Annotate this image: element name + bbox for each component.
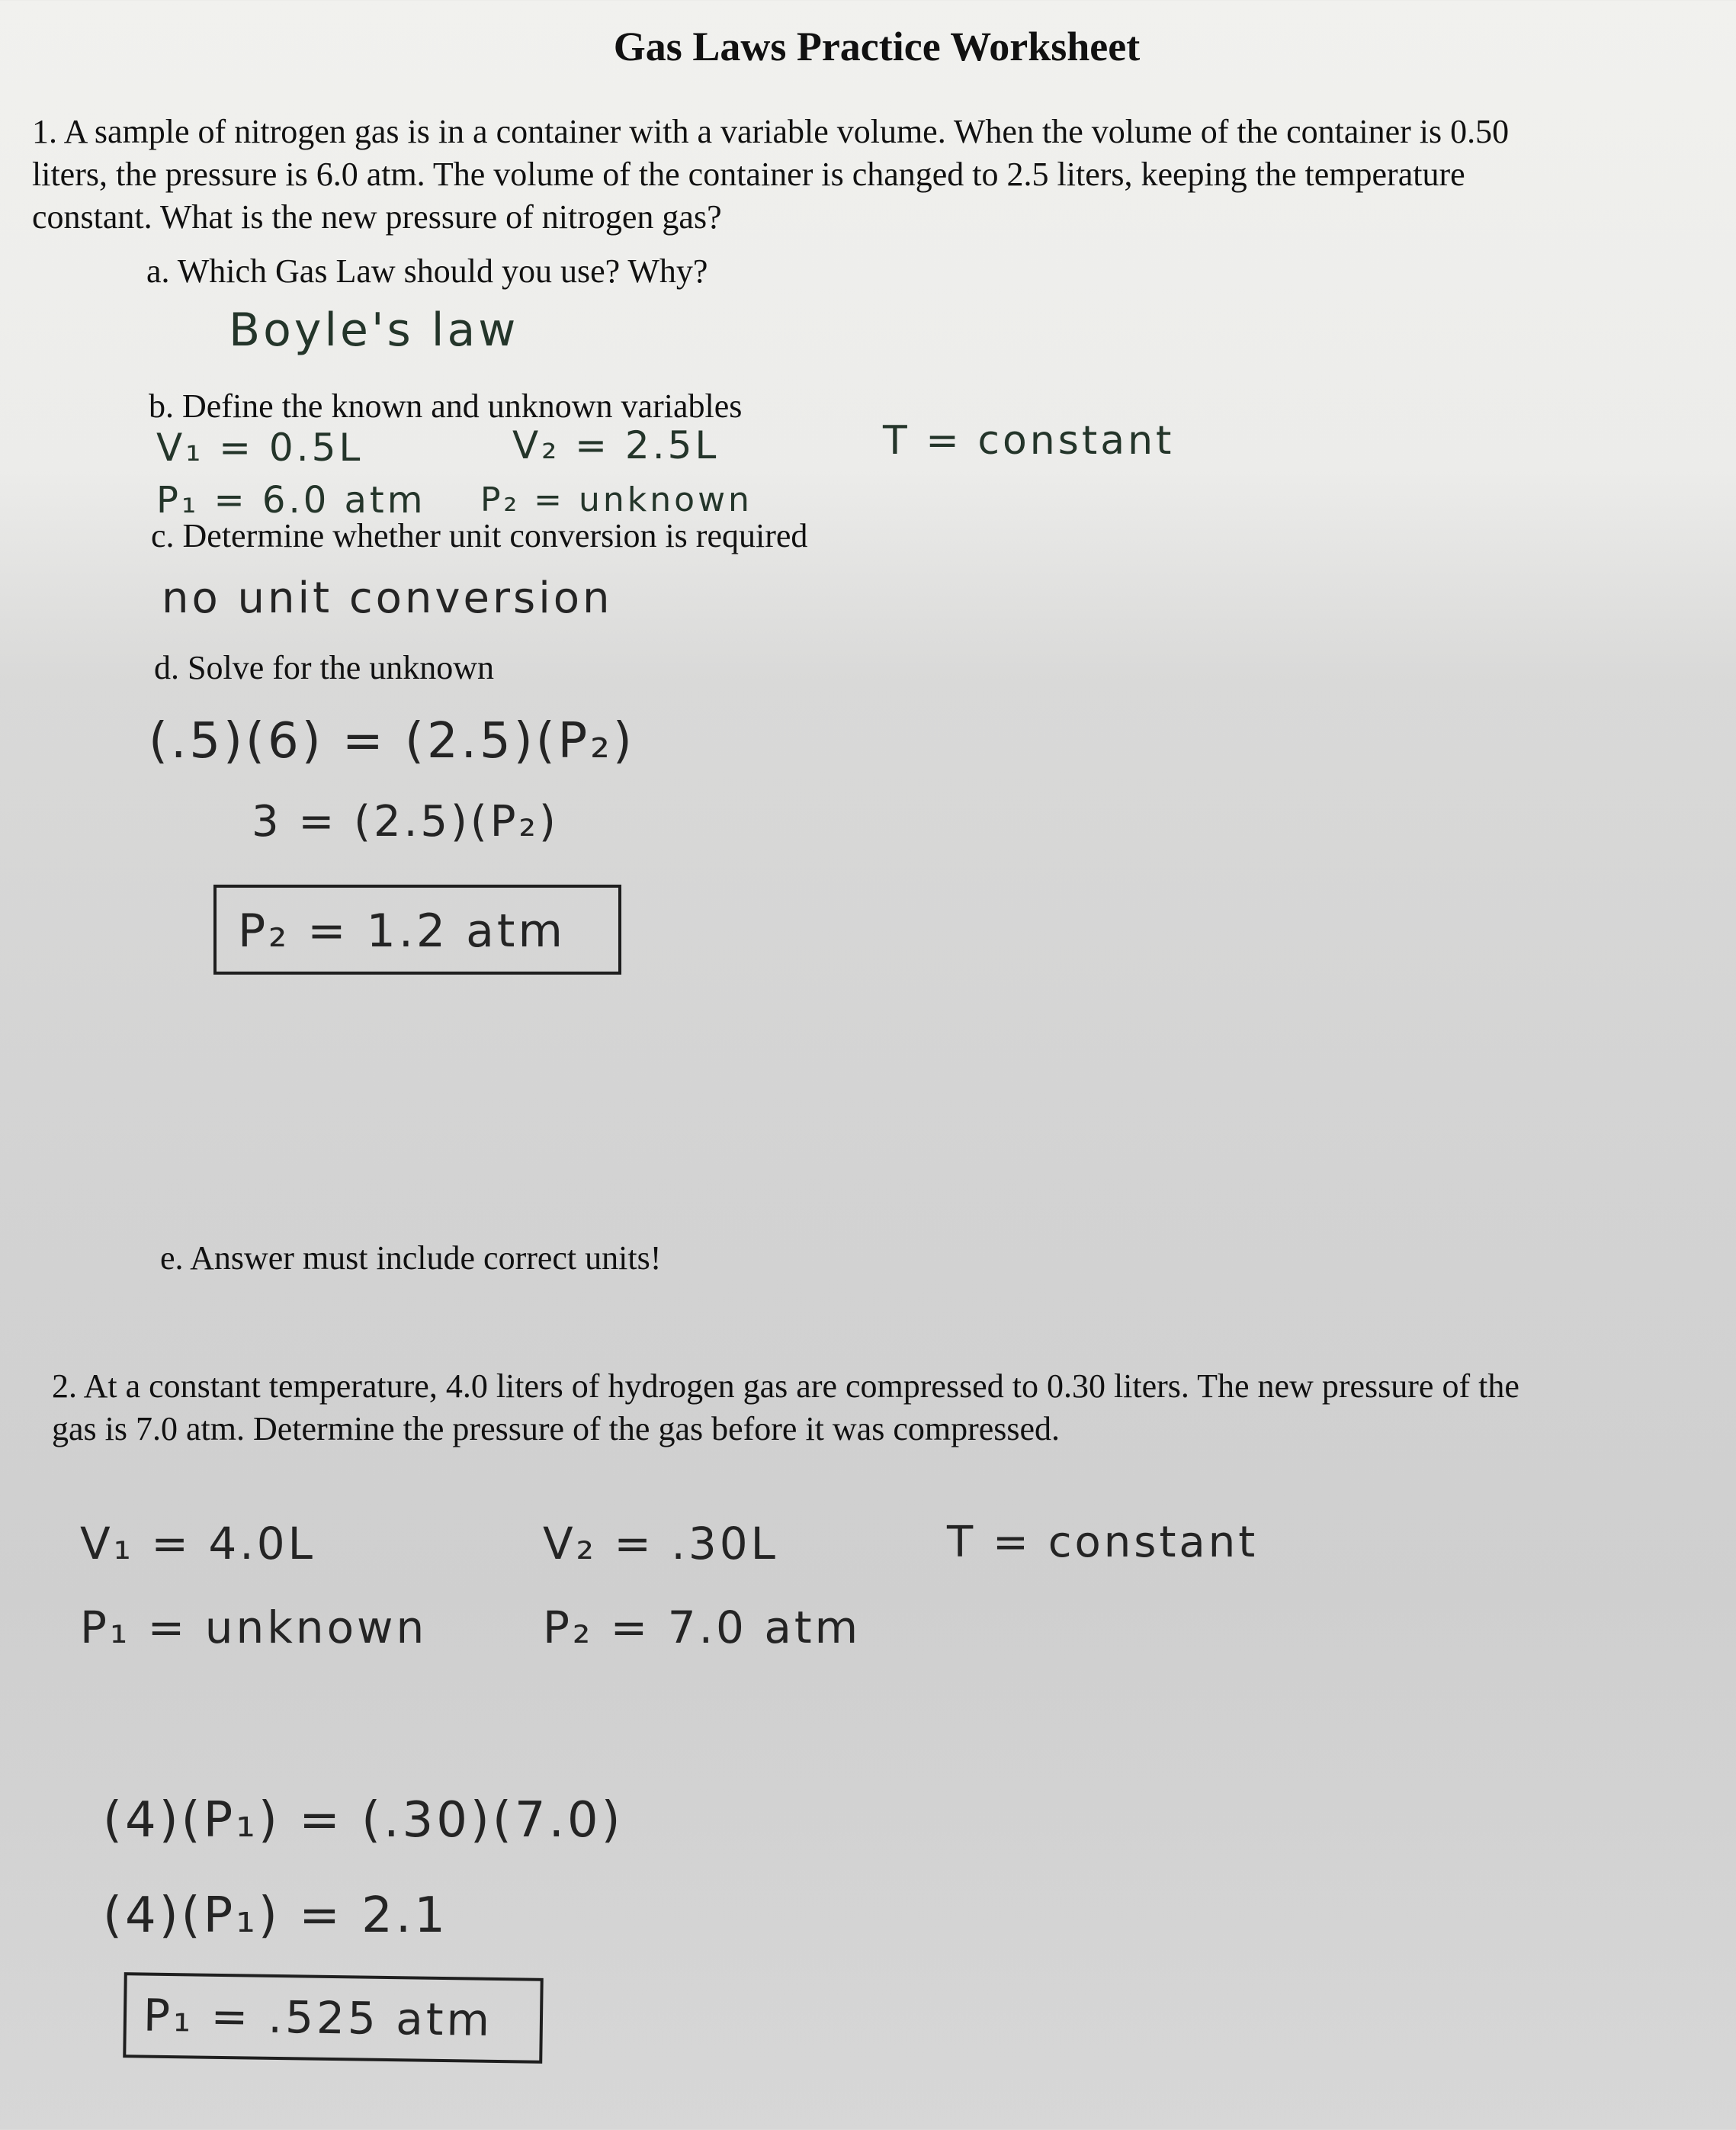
- q2-v1-value: V₁ = 4.0L: [80, 1518, 316, 1569]
- question-2-line-2: gas is 7.0 atm. Determine the pressure of the gas before it was compressed.: [52, 1410, 1061, 1447]
- q2-final-answer: P₁ = .525 atm: [143, 1989, 493, 2046]
- q2-p1-value: P₁ = unknown: [80, 1602, 428, 1653]
- q2-p2-value: P₂ = 7.0 atm: [543, 1602, 862, 1653]
- q1-solve-step-2: 3 = (2.5)(P₂): [252, 797, 559, 847]
- q2-answer-box: [123, 1972, 544, 2064]
- q1-answer-box: [213, 885, 621, 975]
- q1-part-c-prompt: c. Determine whether unit conversion is required: [151, 517, 808, 554]
- q1-part-d-prompt: d. Solve for the unknown: [154, 649, 495, 686]
- q1-part-a-prompt: a. Which Gas Law should you use? Why?: [146, 252, 708, 290]
- question-1-text: [32, 111, 1732, 239]
- q1-part-b-prompt: b. Define the known and unknown variables: [149, 387, 743, 425]
- q1-solve-step-1: (.5)(6) = (2.5)(P₂): [149, 713, 635, 769]
- q2-temperature-value: T = constant: [947, 1518, 1259, 1567]
- question-1-line-1: 1. A sample of nitrogen gas is in a container with a variable volume. When the volume of the container is 0.50: [32, 113, 1510, 150]
- q1-final-answer: P₂ = 1.2 atm: [238, 904, 566, 958]
- q2-solve-step-2: (4)(P₁) = 2.1: [103, 1887, 448, 1944]
- q1-v1-value: V₁ = 0.5L: [156, 426, 364, 470]
- q1-v2-value: V₂ = 2.5L: [512, 423, 720, 467]
- question-1-line-3: constant. What is the new pressure of nitrogen gas?: [32, 198, 722, 236]
- q2-v2-value: V₂ = .30L: [543, 1518, 778, 1569]
- q1-part-e-prompt: e. Answer must include correct units!: [160, 1239, 662, 1277]
- q1-part-c-answer: no unit conversion: [162, 573, 613, 623]
- q1-p2-value: P₂ = unknown: [480, 480, 752, 519]
- question-2-text: [52, 1365, 1729, 1451]
- q2-solve-step-1: (4)(P₁) = (.30)(7.0): [103, 1792, 624, 1849]
- worksheet-title: Gas Laws Practice Worksheet: [613, 24, 1141, 69]
- question-2-line-1: 2. At a constant temperature, 4.0 liters of hydrogen gas are compressed to 0.30 liters. The new pressure of the: [52, 1367, 1519, 1405]
- question-1-line-2: liters, the pressure is 6.0 atm. The volume of the container is changed to 2.5 liters, keeping the temperature: [32, 156, 1465, 193]
- q1-p1-value: P₁ = 6.0 atm: [156, 479, 426, 522]
- q1-part-a-answer: Boyle's law: [229, 304, 519, 357]
- q1-temperature-value: T = constant: [883, 418, 1175, 464]
